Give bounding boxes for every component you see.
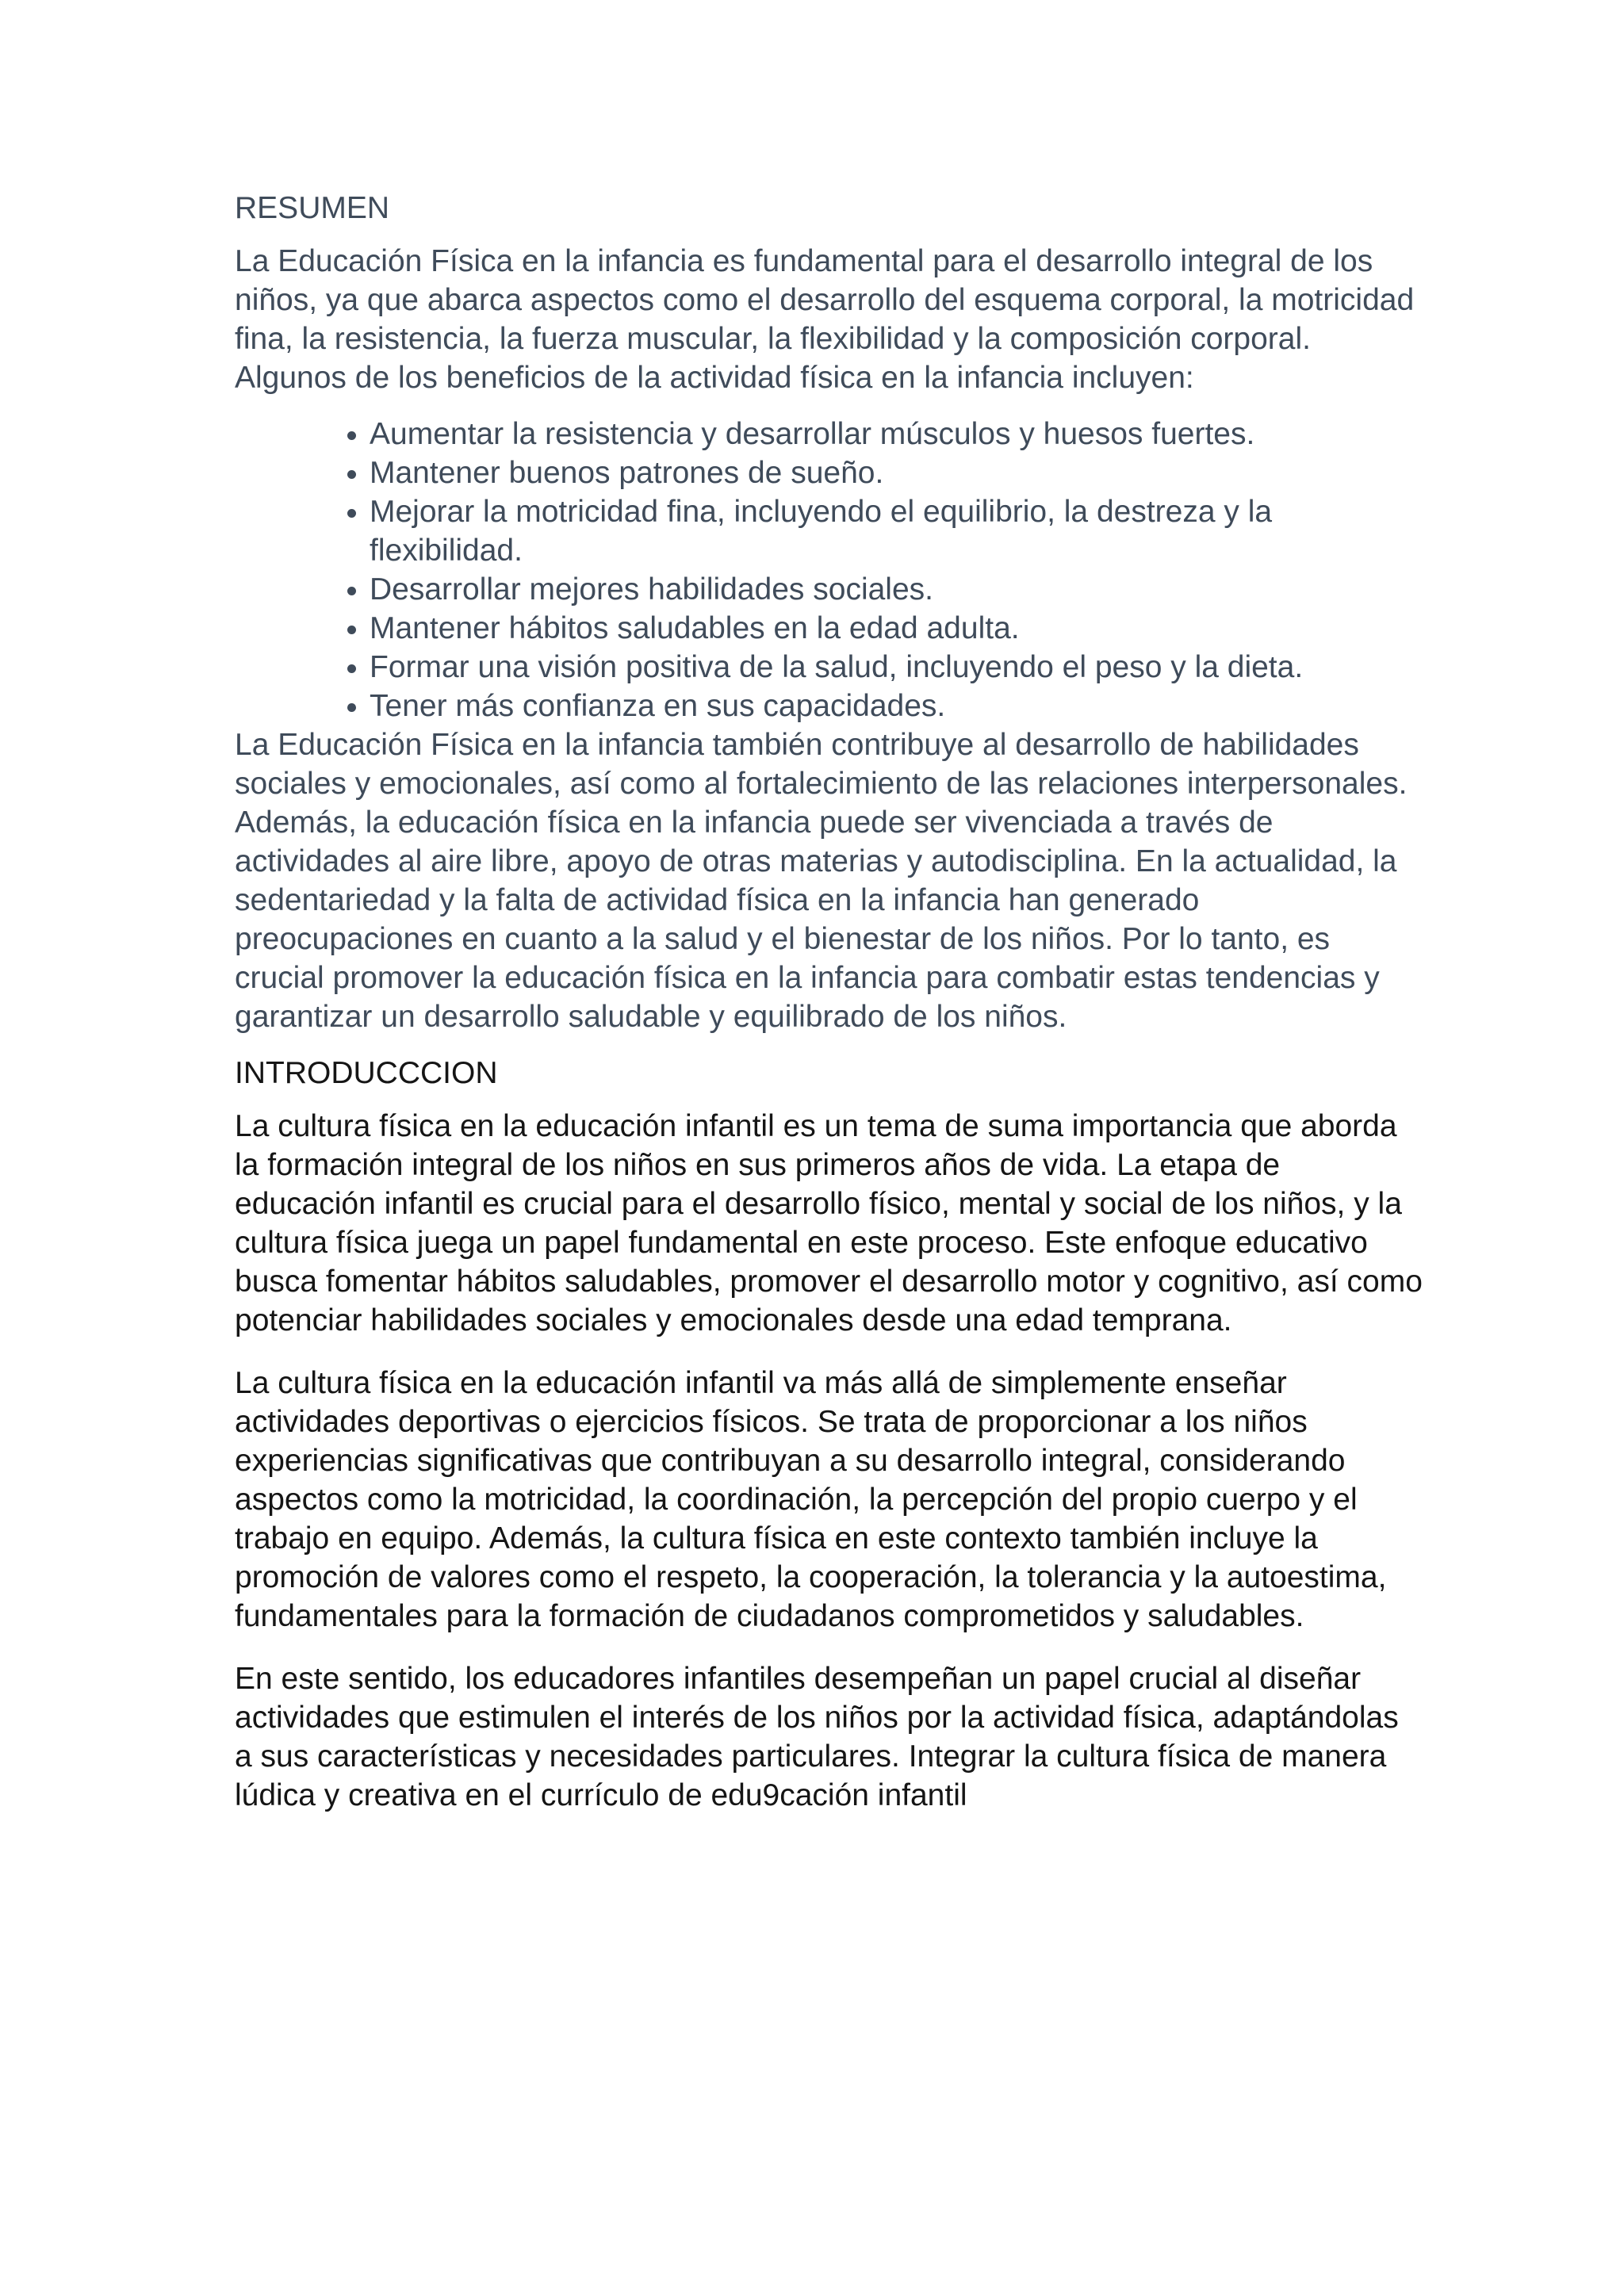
resumen-intro-paragraph: La Educación Física en la infancia es fundamental para el desarrollo integral de los niños, ya que abarca aspectos como el desarrollo del esquema corporal, la motricidad fina, la resistencia, la fuerza muscular, la flexibilidad y la composición corporal. Algunos de los beneficios de la actividad física en la infancia incluyen: bbox=[235, 244, 1415, 395]
benefit-text: Tener más confianza en sus capacidades. bbox=[370, 689, 946, 723]
introduccion-paragraph: La cultura física en la educación infantil va más allá de simplemente enseñar actividades deportivas o ejercicios físicos. Se trata de proporcionar a los niños experiencias significativas que contribuyan a su desarrollo integral, considerando aspectos como la motricidad, la coordinación, la percepción del propio cuerpo y el trabajo en equipo. Además, la cultura física en este contexto también incluye la promoción de valores como el respeto, la cooperación, la tolerancia y la autoestima, fundamentales para la formación de ciudadanos comprometidos y saludables. bbox=[235, 1366, 1387, 1633]
introduccion-paragraph: En este sentido, los educadores infantiles desempeñan un papel crucial al diseñar actividades que estimulen el interés de los niños por la actividad física, adaptándolas a sus características y necesidades particulares. Integrar la cultura física de manera lúdica y creativa en el currículo de edu9cación infantil bbox=[235, 1662, 1399, 1812]
benefit-text: Aumentar la resistencia y desarrollar músculos y huesos fuertes. bbox=[370, 417, 1255, 451]
introduccion-paragraph: La cultura física en la educación infantil es un tema de suma importancia que aborda la formación integral de los niños en sus primeros años de vida. La etapa de educación infantil es crucial para el desarrollo físico, mental y social de los niños, y la cultura física juega un papel fundamental en este proceso. Este enfoque educativo busca fomentar hábitos saludables, promover el desarrollo motor y cognitivo, así como potenciar habilidades sociales y emocionales desde una edad temprana. bbox=[235, 1109, 1423, 1337]
benefit-item bbox=[370, 453, 1424, 492]
benefit-item bbox=[370, 609, 1424, 648]
benefit-item bbox=[370, 415, 1424, 453]
bullet-icon bbox=[347, 626, 356, 634]
benefit-item bbox=[370, 687, 1424, 725]
introduccion-heading: INTRODUCCCION bbox=[235, 1056, 498, 1090]
benefit-text: Mejorar la motricidad fina, incluyendo el equilibrio, la destreza y la flexibilidad. bbox=[370, 495, 1273, 568]
bullet-icon bbox=[347, 703, 356, 712]
benefit-text: Mantener hábitos saludables en la edad adulta. bbox=[370, 611, 1020, 645]
benefit-item bbox=[370, 570, 1424, 609]
bullet-icon bbox=[347, 470, 356, 479]
document-content bbox=[235, 189, 1424, 1815]
bullet-icon bbox=[347, 664, 356, 673]
benefit-text: Desarrollar mejores habilidades sociales. bbox=[370, 572, 933, 607]
benefit-item bbox=[370, 648, 1424, 687]
benefit-text: Mantener buenos patrones de sueño. bbox=[370, 456, 884, 490]
resumen-heading: RESUMEN bbox=[235, 191, 390, 225]
introduccion-section bbox=[235, 1054, 1424, 1815]
benefit-text: Formar una visión positiva de la salud, incluyendo el peso y la dieta. bbox=[370, 650, 1304, 684]
resumen-closing-paragraph: La Educación Física en la infancia también contribuye al desarrollo de habilidades sociales y emocionales, así como al fortalecimiento de las relaciones interpersonales. Además, la educación física en la infancia puede ser vivenciada a través de actividades al aire libre, apoyo de otras materias y autodisciplina. En la actualidad, la sedentariedad y la falta de actividad física en la infancia han generado preocupaciones en cuanto a la salud y el bienestar de los niños. Por lo tanto, es crucial promover la educación física en la infancia para combatir estas tendencias y garantizar un desarrollo saludable y equilibrado de los niños. bbox=[235, 728, 1408, 1034]
benefit-item bbox=[370, 492, 1424, 570]
benefits-list bbox=[235, 415, 1424, 725]
bullet-icon bbox=[347, 431, 356, 440]
bullet-icon bbox=[347, 509, 356, 518]
resumen-section bbox=[235, 189, 1424, 1036]
bullet-icon bbox=[347, 587, 356, 595]
